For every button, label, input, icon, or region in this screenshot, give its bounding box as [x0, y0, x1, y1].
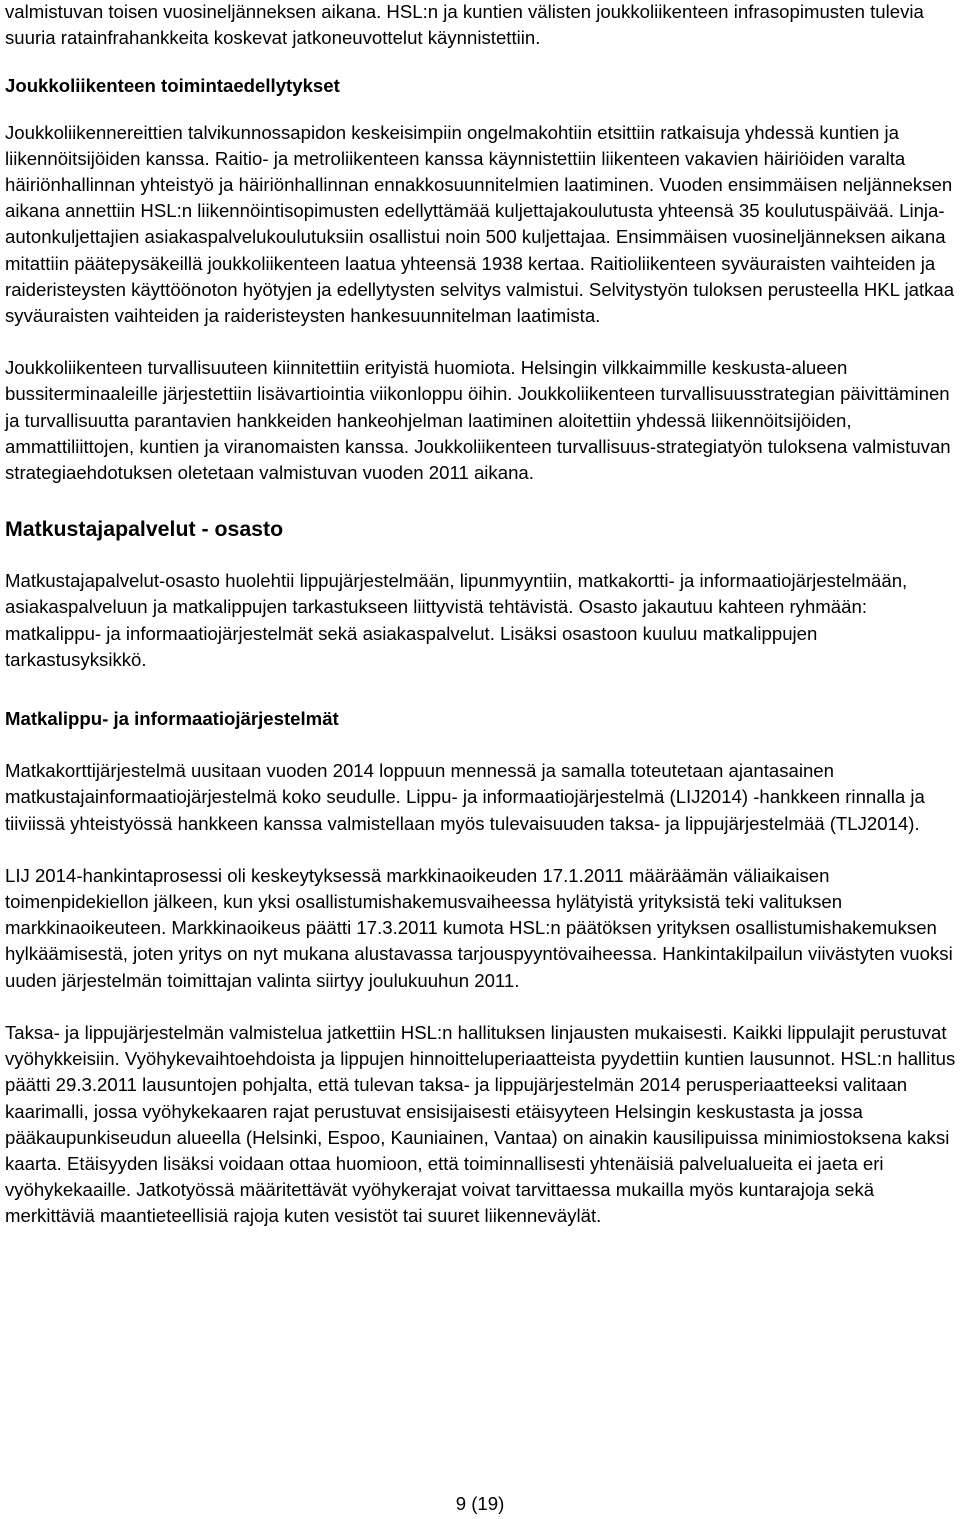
- continuation-paragraph: valmistuvan toisen vuosineljänneksen aikana. HSL:n ja kuntien välisten joukkoliikenteen infrasopimusten tulevia suuria ratainfrahankkeita koskevat jatkoneuvottelut käynnistettiin.: [5, 1, 924, 49]
- paragraph: Joukkoliikennereittien talvikunnossapidon keskeisimpiin ongelmakohtiin etsittiin ratkaisuja yhdessä kuntien ja liikennöitsijöiden kanssa. Raitio- ja metroliikenteen kanssa käynnistettiin liikenteen vakavien häiriöiden varalta häiriönhallinnan yhteistyö ja häiriönhallinnan ennakkosuunnitelmien laatiminen. Vuoden ensimmäisen neljänneksen aikana annettiin HSL:n liikennöintisopimusten edellyttämää kuljettajakoulutusta yhteensä 35 koulutuspäivää. Linja-autonkuljettajien asiakaspalvelukoulutuksiin osallistui noin 500 kuljettajaa. Ensimmäisen vuosineljänneksen aikana mitattiin päätepysäkeillä joukkoliikenteen laatua yhteensä 1938 kertaa. Raitioliikenteen syväuraisten vaihteiden ja raideristeysten käyttöönoton hyötyjen ja edellytysten selvitys valmistui. Selvitystyön tuloksen perusteella HKL jatkaa syväuraisten vaihteiden ja raideristeysten hankesuunnitelman laatimista.: [5, 121, 955, 327]
- paragraph: LIJ 2014-hankintaprosessi oli keskeytyksessä markkinaoikeuden 17.1.2011 määräämän väliaikaisen toimenpidekiellon jälkeen, kun yksi osallistumishakemusvaiheessa hylätyistä yrityksistä teki valituksen markkinaoikeuteen. Markkinaoikeus päätti 17.3.2011 kumota HSL:n päätöksen yrityksen osallistumishakemuksen hylkäämisestä, joten yritys on nyt mukana alustavassa tarjouspyyntövaiheessa. Hankintakilpailun viivästyten vuoksi uuden järjestelmän toimittajan valinta siirtyy joulukuuhun 2011.: [5, 864, 953, 991]
- section-heading-matkalippu: Matkalippu- ja informaatiojärjestelmät: [5, 708, 339, 730]
- paragraph: Matkakorttijärjestelmä uusitaan vuoden 2014 loppuun mennessä ja samalla toteutetaan ajantasainen matkustajainformaatiojärjestelmä koko seudulle. Lippu- ja informaatiojärjestelmä (LIJ2014) -hankkeen rinnalla ja tiiviissä yhteistyössä hankkeen kanssa valmistellaan myös tulevaisuuden taksa- ja lippujärjestelmää (TLJ2014).: [5, 760, 925, 834]
- paragraph: Matkustajapalvelut-osasto huolehtii lippujärjestelmään, lipunmyyntiin, matkakortti- ja informaatiojärjestelmään, asiakaspalveluun ja matkalippujen tarkastukseen liittyvistä tehtävistä. Osasto jakautuu kahteen ryhmään: matkalippu- ja informaatiojärjestelmät sekä asiakaspalvelut. Lisäksi osastoon kuuluu matkalippujen tarkastusyksikkö.: [5, 570, 908, 670]
- document-page: [5, 0, 957, 1256]
- paragraph: Taksa- ja lippujärjestelmän valmistelua jatkettiin HSL:n hallituksen linjausten mukaisesti. Kaikki lippulajit perustuvat vyöhykkeisiin. Vyöhykevaihtoehdoista ja lippujen hinnoitteluperiaatteista pyydettiin kuntien lausunnot. HSL:n hallitus päätti 29.3.2011 lausuntojen pohjalta, että tulevan taksa- ja lippujärjestelmän 2014 perusperiaatteeksi valitaan kaarimalli, jossa vyöhykekaaren rajat perustuvat ensisijaisesti etäisyyteen Helsingin keskustasta ja jossa pääkaupunkiseudun alueella (Helsinki, Espoo, Kauniainen, Vantaa) on ainakin kausilipuissa minimiostoksena kaksi kaarta. Etäisyyden lisäksi voidaan ottaa huomioon, että toiminnallisesti yhtenäisiä palvelualueita ei jaeta eri vyöhykekaaille. Jatkotyössä määritettävät vyöhykerajat voivat tarvittaessa mukailla myös kuntarajoja sekä merkittäviä maantieteellisiä rajoja kuten vesistöt tai suuret liikenneväylät.: [5, 1021, 956, 1227]
- section-heading-matkustajapalvelut: Matkustajapalvelut - osasto: [5, 517, 284, 542]
- page-number: 9 (19): [455, 1493, 505, 1514]
- paragraph: Joukkoliikenteen turvallisuuteen kiinnitettiin erityistä huomiota. Helsingin vilkkaimmille keskusta-alueen bussiterminaaleille järjestettiin lisävartiointia viikonloppu öihin. Joukkoliikenteen turvallisuusstrategian päivittäminen ja turvallisuutta parantavien hankkeiden hankeohjelman laatiminen aloitettiin yhdessä liikennöitsijöiden, ammattiliittojen, kuntien ja viranomaisten kanssa. Joukkoliikenteen turvallisuus-strategiatyön tuloksena valmistuvan strategiaehdotuksen oletetaan valmistuvan vuoden 2011 aikana.: [5, 357, 951, 484]
- section-heading-toimintaedellytykset: Joukkoliikenteen toimintaedellytykset: [5, 75, 340, 97]
